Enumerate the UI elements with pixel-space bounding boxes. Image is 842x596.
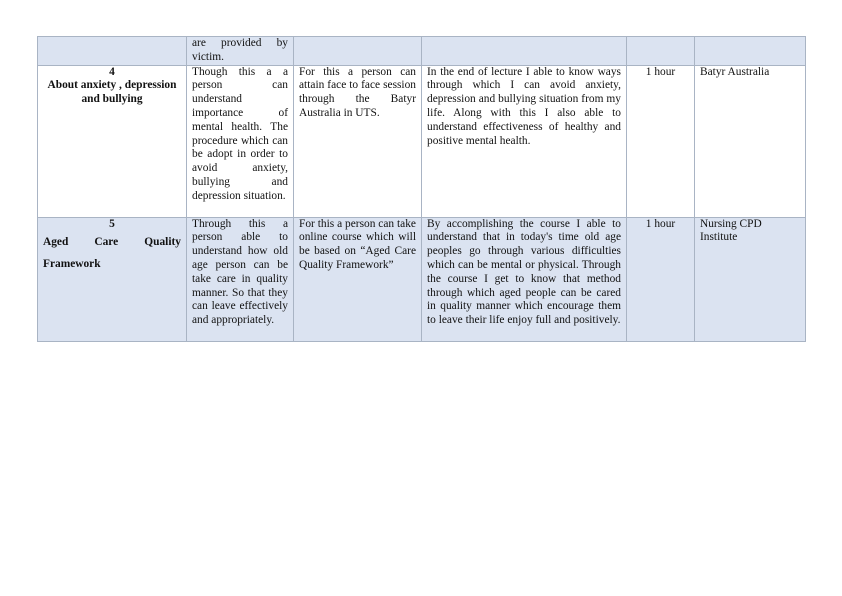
reason-cell <box>187 65 294 217</box>
learning-text: In the end of lecture I able to know ways through which I can avoid anxiety, depression and bullying situation from my life. Along with this I also able to understand effectiveness of healthy and positive mental health. <box>427 65 621 147</box>
reason-cell <box>187 217 294 341</box>
reason-cell <box>187 37 294 66</box>
method-cell <box>294 65 422 217</box>
duration-text: 1 hour <box>645 65 676 78</box>
area-number: 4 <box>109 65 115 78</box>
duration-cell <box>627 65 695 217</box>
area-cell <box>38 65 187 217</box>
area-title: Aged Care Quality Framework <box>43 236 181 271</box>
method-cell <box>294 217 422 341</box>
table-row <box>38 217 806 341</box>
provider-cell <box>695 37 806 66</box>
reason-text: are provided by victim. <box>192 37 288 63</box>
duration-cell <box>627 37 695 66</box>
cpd-plan-table <box>37 36 806 342</box>
learning-text: By accomplishing the course I able to understand that in today's time old age peoples go through various difficulties which can be mental or physical. Through the course I get to know that method through which aged people can be cared in quality manner which encourage them to leave their life enjoy full and positively. <box>427 217 621 327</box>
learning-cell <box>422 217 627 341</box>
duration-text: 1 hour <box>645 217 676 230</box>
duration-cell <box>627 217 695 341</box>
table-row <box>38 65 806 217</box>
area-cell <box>38 37 187 66</box>
provider-cell <box>695 65 806 217</box>
learning-cell <box>422 65 627 217</box>
method-text: For this a person can attain face to face session through the Batyr Australia in UTS. <box>299 65 416 119</box>
reason-text: Though this a a person can understand importance of mental health. The procedure which can be adopt in order to avoid anxiety, bullying and depression situation. <box>192 65 288 202</box>
area-cell <box>38 217 187 341</box>
provider-text: Batyr Australia <box>700 65 770 78</box>
learning-cell <box>422 37 627 66</box>
provider-text: Nursing CPD Institute <box>700 217 762 244</box>
area-number: 5 <box>109 217 115 230</box>
reason-text: Through this a person able to understand how old age person can be take care in quality manner. So that they can leave effectively and appropriately. <box>192 217 288 327</box>
area-title: About anxiety , depression and bullying <box>47 79 177 106</box>
table-row <box>38 37 806 66</box>
provider-cell <box>695 217 806 341</box>
method-text: For this a person can take online course which will be based on “Aged Care Quality Framework” <box>299 217 416 271</box>
method-cell <box>294 37 422 66</box>
